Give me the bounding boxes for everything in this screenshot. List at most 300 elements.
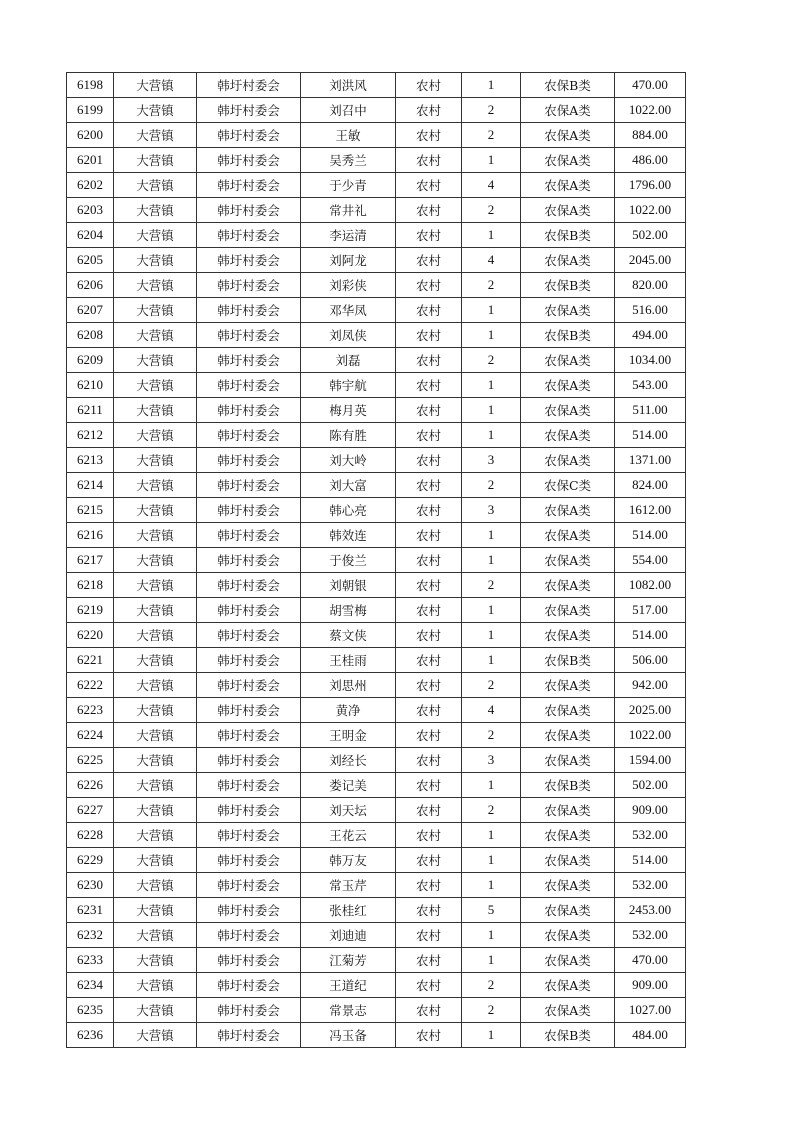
table-row: [67, 273, 686, 298]
cell-count: 2: [462, 573, 521, 598]
cell-category: 农保A类: [521, 573, 615, 598]
cell-amount: 909.00: [615, 973, 686, 998]
cell-type: 农村: [396, 948, 462, 973]
cell-town: 大营镇: [114, 748, 197, 773]
cell-type: 农村: [396, 798, 462, 823]
cell-amount: 514.00: [615, 423, 686, 448]
cell-id: 6223: [67, 698, 114, 723]
cell-category: 农保A类: [521, 948, 615, 973]
cell-town: 大营镇: [114, 773, 197, 798]
cell-amount: 514.00: [615, 623, 686, 648]
cell-name: 王明金: [301, 723, 396, 748]
cell-village: 韩圩村委会: [197, 998, 301, 1023]
cell-id: 6218: [67, 573, 114, 598]
table-body: [67, 73, 686, 1048]
cell-category: 农保A类: [521, 173, 615, 198]
cell-id: 6212: [67, 423, 114, 448]
cell-type: 农村: [396, 573, 462, 598]
cell-amount: 1022.00: [615, 198, 686, 223]
cell-amount: 543.00: [615, 373, 686, 398]
table-row: [67, 973, 686, 998]
table-row: [67, 523, 686, 548]
cell-village: 韩圩村委会: [197, 248, 301, 273]
table-row: [67, 773, 686, 798]
cell-category: 农保A类: [521, 598, 615, 623]
cell-count: 1: [462, 73, 521, 98]
cell-town: 大营镇: [114, 648, 197, 673]
cell-category: 农保A类: [521, 898, 615, 923]
cell-amount: 502.00: [615, 223, 686, 248]
cell-town: 大营镇: [114, 798, 197, 823]
cell-name: 刘洪风: [301, 73, 396, 98]
cell-count: 2: [462, 798, 521, 823]
cell-name: 刘大富: [301, 473, 396, 498]
cell-amount: 532.00: [615, 923, 686, 948]
cell-count: 4: [462, 173, 521, 198]
table-row: [67, 173, 686, 198]
cell-town: 大营镇: [114, 148, 197, 173]
table-row: [67, 673, 686, 698]
cell-name: 于俊兰: [301, 548, 396, 573]
cell-village: 韩圩村委会: [197, 648, 301, 673]
cell-id: 6230: [67, 873, 114, 898]
cell-category: 农保A类: [521, 148, 615, 173]
cell-name: 冯玉备: [301, 1023, 396, 1048]
cell-amount: 942.00: [615, 673, 686, 698]
table-row: [67, 473, 686, 498]
cell-type: 农村: [396, 623, 462, 648]
cell-type: 农村: [396, 448, 462, 473]
cell-count: 1: [462, 548, 521, 573]
cell-town: 大营镇: [114, 623, 197, 648]
table-row: [67, 623, 686, 648]
cell-type: 农村: [396, 223, 462, 248]
table-row: [67, 1023, 686, 1048]
cell-type: 农村: [396, 123, 462, 148]
cell-village: 韩圩村委会: [197, 898, 301, 923]
cell-count: 1: [462, 923, 521, 948]
table-row: [67, 98, 686, 123]
table-row: [67, 148, 686, 173]
cell-village: 韩圩村委会: [197, 623, 301, 648]
cell-town: 大营镇: [114, 873, 197, 898]
cell-town: 大营镇: [114, 198, 197, 223]
cell-count: 1: [462, 423, 521, 448]
cell-category: 农保B类: [521, 1023, 615, 1048]
cell-type: 农村: [396, 848, 462, 873]
cell-type: 农村: [396, 173, 462, 198]
cell-amount: 1082.00: [615, 573, 686, 598]
cell-id: 6235: [67, 998, 114, 1023]
cell-town: 大营镇: [114, 348, 197, 373]
cell-amount: 1796.00: [615, 173, 686, 198]
cell-village: 韩圩村委会: [197, 273, 301, 298]
cell-id: 6203: [67, 198, 114, 223]
cell-village: 韩圩村委会: [197, 948, 301, 973]
cell-name: 刘天坛: [301, 798, 396, 823]
cell-amount: 517.00: [615, 598, 686, 623]
cell-id: 6226: [67, 773, 114, 798]
cell-category: 农保A类: [521, 448, 615, 473]
cell-type: 农村: [396, 673, 462, 698]
cell-name: 王道纪: [301, 973, 396, 998]
cell-category: 农保A类: [521, 373, 615, 398]
table-row: [67, 348, 686, 373]
cell-name: 刘凤侠: [301, 323, 396, 348]
cell-category: 农保B类: [521, 773, 615, 798]
cell-count: 1: [462, 148, 521, 173]
table-row: [67, 398, 686, 423]
cell-town: 大营镇: [114, 223, 197, 248]
cell-count: 1: [462, 223, 521, 248]
table-row: [67, 923, 686, 948]
cell-id: 6231: [67, 898, 114, 923]
cell-town: 大营镇: [114, 998, 197, 1023]
cell-id: 6220: [67, 623, 114, 648]
cell-category: 农保A类: [521, 873, 615, 898]
cell-town: 大营镇: [114, 473, 197, 498]
cell-name: 蔡文侠: [301, 623, 396, 648]
cell-name: 梅月英: [301, 398, 396, 423]
cell-type: 农村: [396, 648, 462, 673]
cell-village: 韩圩村委会: [197, 348, 301, 373]
table-row: [67, 373, 686, 398]
cell-type: 农村: [396, 273, 462, 298]
cell-type: 农村: [396, 598, 462, 623]
table-row: [67, 873, 686, 898]
cell-village: 韩圩村委会: [197, 773, 301, 798]
cell-town: 大营镇: [114, 123, 197, 148]
cell-name: 刘召中: [301, 98, 396, 123]
cell-id: 6202: [67, 173, 114, 198]
cell-type: 农村: [396, 998, 462, 1023]
cell-name: 韩心亮: [301, 498, 396, 523]
cell-category: 农保A类: [521, 98, 615, 123]
cell-village: 韩圩村委会: [197, 198, 301, 223]
cell-town: 大营镇: [114, 673, 197, 698]
cell-town: 大营镇: [114, 548, 197, 573]
cell-category: 农保A类: [521, 123, 615, 148]
cell-village: 韩圩村委会: [197, 548, 301, 573]
cell-category: 农保A类: [521, 498, 615, 523]
cell-amount: 2025.00: [615, 698, 686, 723]
cell-type: 农村: [396, 873, 462, 898]
cell-count: 2: [462, 198, 521, 223]
cell-amount: 532.00: [615, 873, 686, 898]
cell-category: 农保B类: [521, 323, 615, 348]
table-row: [67, 798, 686, 823]
cell-town: 大营镇: [114, 723, 197, 748]
cell-town: 大营镇: [114, 448, 197, 473]
cell-village: 韩圩村委会: [197, 448, 301, 473]
cell-amount: 486.00: [615, 148, 686, 173]
cell-amount: 1027.00: [615, 998, 686, 1023]
data-table: [66, 72, 686, 1048]
cell-town: 大营镇: [114, 273, 197, 298]
cell-village: 韩圩村委会: [197, 98, 301, 123]
cell-village: 韩圩村委会: [197, 748, 301, 773]
table-row: [67, 723, 686, 748]
cell-name: 刘经长: [301, 748, 396, 773]
cell-amount: 824.00: [615, 473, 686, 498]
cell-name: 王花云: [301, 823, 396, 848]
cell-village: 韩圩村委会: [197, 148, 301, 173]
cell-village: 韩圩村委会: [197, 423, 301, 448]
cell-town: 大营镇: [114, 698, 197, 723]
cell-type: 农村: [396, 823, 462, 848]
cell-town: 大营镇: [114, 298, 197, 323]
table-row: [67, 898, 686, 923]
cell-id: 6207: [67, 298, 114, 323]
cell-category: 农保A类: [521, 548, 615, 573]
cell-name: 刘思州: [301, 673, 396, 698]
cell-count: 3: [462, 498, 521, 523]
cell-count: 1: [462, 598, 521, 623]
cell-name: 李运清: [301, 223, 396, 248]
cell-name: 邓华凤: [301, 298, 396, 323]
cell-amount: 2045.00: [615, 248, 686, 273]
cell-id: 6216: [67, 523, 114, 548]
cell-type: 农村: [396, 1023, 462, 1048]
cell-amount: 494.00: [615, 323, 686, 348]
cell-village: 韩圩村委会: [197, 973, 301, 998]
cell-type: 农村: [396, 748, 462, 773]
cell-town: 大营镇: [114, 598, 197, 623]
cell-village: 韩圩村委会: [197, 798, 301, 823]
cell-category: 农保A类: [521, 998, 615, 1023]
cell-amount: 554.00: [615, 548, 686, 573]
cell-village: 韩圩村委会: [197, 498, 301, 523]
cell-amount: 1371.00: [615, 448, 686, 473]
cell-town: 大营镇: [114, 73, 197, 98]
cell-id: 6213: [67, 448, 114, 473]
cell-name: 于少青: [301, 173, 396, 198]
cell-id: 6222: [67, 673, 114, 698]
cell-id: 6229: [67, 848, 114, 873]
cell-amount: 502.00: [615, 773, 686, 798]
cell-count: 2: [462, 723, 521, 748]
table-row: [67, 998, 686, 1023]
cell-id: 6227: [67, 798, 114, 823]
cell-type: 农村: [396, 698, 462, 723]
cell-category: 农保A类: [521, 423, 615, 448]
table-row: [67, 73, 686, 98]
cell-type: 农村: [396, 323, 462, 348]
table-row: [67, 298, 686, 323]
cell-town: 大营镇: [114, 523, 197, 548]
cell-category: 农保A类: [521, 848, 615, 873]
cell-count: 1: [462, 1023, 521, 1048]
cell-village: 韩圩村委会: [197, 598, 301, 623]
cell-type: 农村: [396, 548, 462, 573]
cell-id: 6236: [67, 1023, 114, 1048]
cell-name: 刘朝银: [301, 573, 396, 598]
cell-amount: 1034.00: [615, 348, 686, 373]
cell-category: 农保B类: [521, 648, 615, 673]
cell-town: 大营镇: [114, 573, 197, 598]
cell-count: 2: [462, 273, 521, 298]
cell-type: 农村: [396, 498, 462, 523]
cell-amount: 1022.00: [615, 98, 686, 123]
cell-count: 1: [462, 848, 521, 873]
cell-id: 6201: [67, 148, 114, 173]
cell-name: 刘迪迪: [301, 923, 396, 948]
cell-amount: 470.00: [615, 948, 686, 973]
cell-id: 6214: [67, 473, 114, 498]
cell-category: 农保B类: [521, 223, 615, 248]
cell-type: 农村: [396, 398, 462, 423]
cell-type: 农村: [396, 898, 462, 923]
cell-id: 6199: [67, 98, 114, 123]
cell-category: 农保A类: [521, 923, 615, 948]
cell-name: 常玉芹: [301, 873, 396, 898]
cell-name: 王敏: [301, 123, 396, 148]
cell-id: 6215: [67, 498, 114, 523]
cell-town: 大营镇: [114, 498, 197, 523]
cell-village: 韩圩村委会: [197, 873, 301, 898]
cell-type: 农村: [396, 373, 462, 398]
table-row: [67, 698, 686, 723]
cell-name: 黄净: [301, 698, 396, 723]
cell-village: 韩圩村委会: [197, 698, 301, 723]
cell-name: 刘彩侠: [301, 273, 396, 298]
cell-count: 3: [462, 448, 521, 473]
table-row: [67, 648, 686, 673]
cell-category: 农保A类: [521, 973, 615, 998]
cell-name: 刘大岭: [301, 448, 396, 473]
cell-id: 6232: [67, 923, 114, 948]
cell-village: 韩圩村委会: [197, 73, 301, 98]
cell-id: 6225: [67, 748, 114, 773]
cell-amount: 820.00: [615, 273, 686, 298]
cell-town: 大营镇: [114, 973, 197, 998]
cell-amount: 1022.00: [615, 723, 686, 748]
cell-category: 农保A类: [521, 523, 615, 548]
cell-village: 韩圩村委会: [197, 523, 301, 548]
table-row: [67, 598, 686, 623]
cell-count: 1: [462, 648, 521, 673]
cell-category: 农保A类: [521, 623, 615, 648]
cell-count: 3: [462, 748, 521, 773]
table-row: [67, 248, 686, 273]
cell-name: 王桂雨: [301, 648, 396, 673]
cell-name: 胡雪梅: [301, 598, 396, 623]
cell-id: 6208: [67, 323, 114, 348]
cell-type: 农村: [396, 298, 462, 323]
table-row: [67, 498, 686, 523]
cell-count: 2: [462, 98, 521, 123]
cell-count: 5: [462, 898, 521, 923]
cell-count: 4: [462, 698, 521, 723]
cell-id: 6198: [67, 73, 114, 98]
cell-id: 6219: [67, 598, 114, 623]
table-row: [67, 448, 686, 473]
table-row: [67, 848, 686, 873]
cell-category: 农保B类: [521, 73, 615, 98]
cell-village: 韩圩村委会: [197, 298, 301, 323]
table-row: [67, 548, 686, 573]
cell-town: 大营镇: [114, 948, 197, 973]
table-row: [67, 223, 686, 248]
table-row: [67, 423, 686, 448]
cell-name: 陈有胜: [301, 423, 396, 448]
cell-village: 韩圩村委会: [197, 823, 301, 848]
cell-id: 6211: [67, 398, 114, 423]
cell-id: 6217: [67, 548, 114, 573]
cell-amount: 909.00: [615, 798, 686, 823]
cell-id: 6234: [67, 973, 114, 998]
cell-count: 2: [462, 973, 521, 998]
cell-town: 大营镇: [114, 423, 197, 448]
cell-type: 农村: [396, 148, 462, 173]
cell-village: 韩圩村委会: [197, 848, 301, 873]
cell-id: 6210: [67, 373, 114, 398]
cell-name: 刘阿龙: [301, 248, 396, 273]
table-row: [67, 573, 686, 598]
cell-town: 大营镇: [114, 173, 197, 198]
cell-id: 6205: [67, 248, 114, 273]
cell-category: 农保C类: [521, 473, 615, 498]
cell-village: 韩圩村委会: [197, 123, 301, 148]
cell-name: 韩效连: [301, 523, 396, 548]
cell-town: 大营镇: [114, 373, 197, 398]
cell-id: 6228: [67, 823, 114, 848]
cell-amount: 484.00: [615, 1023, 686, 1048]
cell-amount: 1612.00: [615, 498, 686, 523]
cell-amount: 2453.00: [615, 898, 686, 923]
cell-village: 韩圩村委会: [197, 323, 301, 348]
cell-count: 1: [462, 948, 521, 973]
cell-type: 农村: [396, 973, 462, 998]
cell-id: 6209: [67, 348, 114, 373]
cell-town: 大营镇: [114, 848, 197, 873]
table-row: [67, 748, 686, 773]
table-row: [67, 123, 686, 148]
cell-village: 韩圩村委会: [197, 573, 301, 598]
cell-category: 农保A类: [521, 348, 615, 373]
cell-town: 大营镇: [114, 1023, 197, 1048]
cell-category: 农保A类: [521, 698, 615, 723]
cell-amount: 884.00: [615, 123, 686, 148]
cell-category: 农保A类: [521, 248, 615, 273]
cell-type: 农村: [396, 198, 462, 223]
cell-type: 农村: [396, 923, 462, 948]
cell-count: 1: [462, 773, 521, 798]
cell-village: 韩圩村委会: [197, 373, 301, 398]
cell-amount: 532.00: [615, 823, 686, 848]
cell-amount: 470.00: [615, 73, 686, 98]
cell-category: 农保A类: [521, 748, 615, 773]
cell-town: 大营镇: [114, 898, 197, 923]
cell-type: 农村: [396, 73, 462, 98]
cell-name: 常景志: [301, 998, 396, 1023]
cell-name: 江菊芳: [301, 948, 396, 973]
cell-id: 6206: [67, 273, 114, 298]
cell-type: 农村: [396, 348, 462, 373]
cell-name: 吴秀兰: [301, 148, 396, 173]
cell-amount: 511.00: [615, 398, 686, 423]
cell-type: 农村: [396, 523, 462, 548]
cell-count: 1: [462, 323, 521, 348]
cell-category: 农保A类: [521, 298, 615, 323]
cell-type: 农村: [396, 423, 462, 448]
cell-type: 农村: [396, 473, 462, 498]
cell-town: 大营镇: [114, 398, 197, 423]
table-row: [67, 948, 686, 973]
cell-village: 韩圩村委会: [197, 1023, 301, 1048]
cell-amount: 514.00: [615, 848, 686, 873]
table-row: [67, 323, 686, 348]
